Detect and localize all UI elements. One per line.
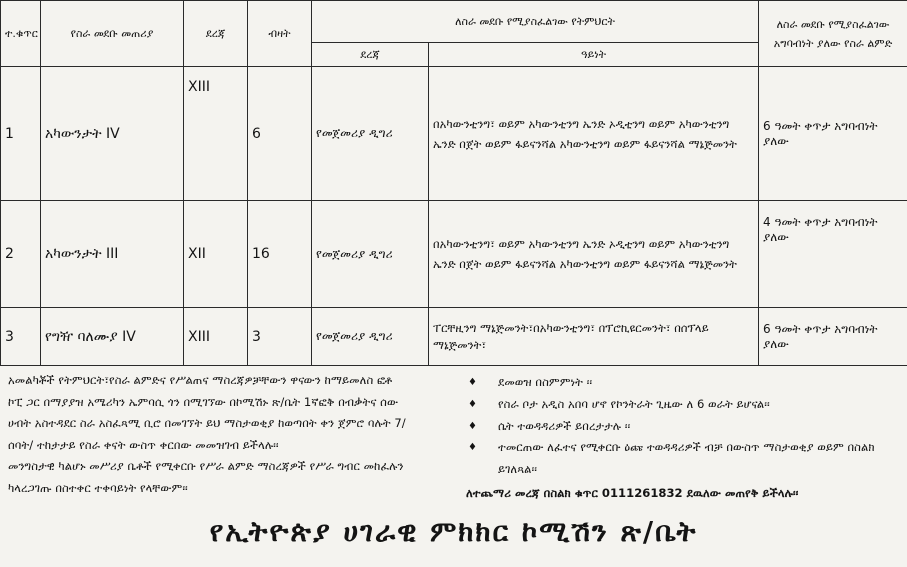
row-title: አካውንታት IV — [41, 67, 184, 201]
instruction-line: ካላረጋገጡ በስተቀር ተቀባይነት የላቸውም፡፡ — [8, 480, 188, 495]
condition-text: ደመወዝ በስምምነት ፡፡ — [498, 375, 593, 389]
instruction-line: ሰባት/ ተከታታይ የስራ ቀናት ውስጥ ቀርበው መመዝገብ ይችላሉ፡፡ — [8, 437, 279, 452]
diamond-bullet-icon: ♦ — [468, 377, 477, 388]
diamond-bullet-icon: ♦ — [468, 420, 477, 432]
row-no: 1 — [1, 67, 41, 201]
row-grade: XII — [184, 201, 248, 308]
table-row — [1, 308, 907, 366]
header-no: ተ.ቁጥር — [1, 1, 41, 67]
organization-title: የኢትዮጵያ ሀገራዊ ምክክር ኮሚሽን ጽ/ቤት — [209, 515, 698, 548]
row-grade: XIII — [184, 308, 248, 366]
row-title: የግዥ ባለሙያ IV — [41, 308, 184, 366]
instruction-line: ኮፒ ጋር በማያያዝ አሜሪካን ኤምባሲ ጎን በሚገኘው በኮሚሽኑ ጽ/ቤት 1ኛፎቅ በብቃትና ሰው — [8, 394, 399, 409]
condition-text: ሴት ተወዳዳሪዎች ይበረታታሉ ፡፡ — [498, 418, 631, 433]
diamond-bullet-icon: ♦ — [468, 442, 477, 454]
application-instructions — [8, 370, 458, 499]
row-experience: 4 ዓመት ቀጥታ አግባብነት ያለው — [759, 201, 907, 308]
table-row — [1, 67, 907, 201]
row-count: 6 — [248, 67, 312, 201]
row-edu-level: የመጀመሪያ ዲግሪ — [312, 201, 429, 308]
row-count: 16 — [248, 201, 312, 308]
list-item — [466, 416, 902, 438]
condition-text: ተመርጠው ለፈተና የሚቀርቡ ዕጩ ተወዳዳሪዎች ብቻ በውስጥ ማስታወቂያ ወይም በስልክ ይገለጻል፡፡ — [498, 440, 875, 477]
row-experience: 6 ዓመት ቀጥታ አግባብነት ያለው — [759, 308, 907, 366]
header-count: ብዛት — [248, 1, 312, 67]
row-edu-level: የመጀመሪያ ዲግሪ — [312, 67, 429, 201]
header-edu-type: ዓይነት — [429, 43, 759, 67]
row-grade: XIII — [184, 67, 248, 201]
header-edu-level: ደረጃ — [312, 43, 429, 67]
header-grade: ደረጃ — [184, 1, 248, 67]
table-row — [1, 201, 907, 308]
row-no: 2 — [1, 201, 41, 308]
list-item — [466, 372, 902, 394]
row-edu-type: በአካውንቲንግ፣ ወይም አካውንቲንግ ኤንድ ኦዲቲንግ ወይም አካውንቲንግ ኤንድ በጀት ወይም ፋይናንሻል አካውንቲንግ ወይም ፋይናንሻል ማኔጅመንት — [429, 67, 759, 201]
row-no: 3 — [1, 308, 41, 366]
header-title: የስራ መደቡ መጠሪያ — [41, 1, 184, 67]
condition-text: የስራ ቦታ አዲስ አበባ ሆኖ የኮንትራት ጊዜው ለ 6 ወራት ይሆናል፡፡ — [498, 396, 770, 411]
row-experience: 6 ዓመት ቀጥታ አግባብነት ያለው — [759, 67, 907, 201]
instruction-line: ሀብት አስተዳደር ስራ አስፈጻሚ ቢሮ በመገኘት ይህ ማስታወቂያ ከወጣበት ቀን ጀምሮ ባሉት 7/ — [8, 416, 406, 430]
conditions-list — [466, 372, 902, 505]
instruction-line: መንግስታዊ ካልሆኑ መሥሪያ ቤቶች የሚቀርቡ የሥራ ልምድ ማስረጃዎች የሥራ ግብር መከፈሉን — [8, 459, 404, 473]
header-education-group: ለስራ መደቡ የሚያስፈልገው የትምህርት — [312, 1, 759, 43]
row-count: 3 — [248, 308, 312, 366]
row-edu-type: ፐርቸዚንግ ማኔጅመንት፣በአካውንቲንግ፣ በፕሮኪዩርመንት፣ በሰፕላይ ማኔጅመንት፣ — [429, 308, 759, 366]
list-item — [466, 394, 902, 416]
header-experience: ለስራ መደቡ የሚያስፈልገው አግባብነት ያለው የስራ ልምድ — [759, 1, 907, 67]
instruction-line: አመልካቾች የትምህርት፣የስራ ልምድና የሥልጠና ማስረጃዎቻቸውን ዋናውን ከማይመለስ ፎቶ — [8, 373, 393, 387]
row-title: አካውንታት III — [41, 201, 184, 308]
row-edu-type: በአካውንቲንግ፣ ወይም አካውንቲንግ ኤንድ ኦዲቲንግ ወይም አካውንቲንግ ኤንድ በጀት ወይም ፋይናንሻል አካውንቲንግ ወይም ፋይናንሻል ማኔጅመንት — [429, 201, 759, 308]
row-edu-level: የመጀመሪያ ዲግሪ — [312, 308, 429, 366]
contact-info: ለተጨማሪ መረጃ በስልክ ቁጥር 0111261832 ደዉለው መጠየቅ ይችላሉ፡፡ — [466, 485, 799, 500]
diamond-bullet-icon: ♦ — [468, 398, 477, 410]
list-item — [466, 437, 902, 481]
